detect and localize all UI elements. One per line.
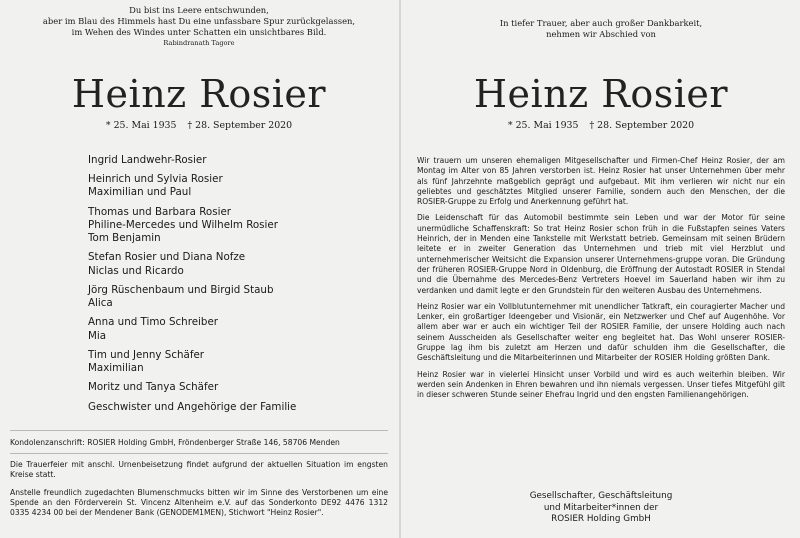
- column-divider: [399, 0, 401, 538]
- donation-notice: Anstelle freundlich zugedachten Blumenschmucks bitten wir im Sinne des Verstorbenen um eine Spende an den Förderverein St. Vincenz Altenheim e.V. auf das Sonderkonto DE92 4476 1312 0335 4234 00 bei der Mendener Bank (GENODEM1MEN), Stichwort "Heinz Rosier".: [10, 488, 388, 518]
- mourner-group: [88, 251, 388, 277]
- mourner-name: Heinrich und Sylvia Rosier: [88, 173, 223, 186]
- mourner-group: [88, 401, 388, 414]
- poem: [0, 5, 398, 48]
- mourner-name: Tom Benjamin: [88, 232, 161, 245]
- life-dates: [0, 120, 398, 132]
- mourner-name: Jörg Rüschenbaum und Birgid Staub: [88, 283, 274, 296]
- deceased-name: Heinz Rosier: [473, 72, 729, 116]
- paragraph: Heinz Rosier war ein Vollblutunternehmer mit unendlicher Tatkraft, ein couragierter Macher und Lenker, ein großartiger Ideengeber und Visionär, ein Netzwerker und Chef auf Augenhöhe. Vor allem aber war er auch ein wichtiger Teil der ROSIER Familie, der unsere Holding auch nach seinem Ausscheiden als Gesellschafter weiter eng begleitet hat. Das Wohl unserer ROSIER-Gruppe lag ihm bis zuletzt am Herzen und dafür schulden ihm die Gesellschafter, die Geschäftsleitung und die Mitarbeiterinnen und Mitarbeiter der ROSIER Holding größten Dank.: [417, 301, 785, 363]
- mourner-name: Philine-Mercedes und Wilhelm Rosier: [88, 218, 278, 231]
- mourner-name: Anna und Timo Schreiber: [88, 316, 219, 329]
- mourner-name: Thomas und Barbara Rosier: [88, 205, 232, 218]
- poem-line: im Wehen des Windes unter Schatten ein unsichtbares Bild.: [71, 27, 327, 38]
- paragraph: Die Leidenschaft für das Automobil bestimmte sein Leben und war der Motor für seine unermüdliche Schaffenskraft: So trat Heinz Rosier schon früh in die Fußstapfen seines Vaters Heinrich, der in Menden eine Tankstelle mit Werkstatt betrieb. Gemeinsam mit seinen Brüdern leitete er in zweiter Generation das Unternehmen und trieb mit viel Herzblut und unternehmerischer Weitsicht die Expansion unserer Unternehmens-gruppe voran. Die Gründung der früheren ROSIER-Gruppe Nord in Oldenburg, die Eröffnung der Autostadt ROSIER in Stendal und die Übernahme des Mercedes-Benz Vertreters Hoevel im Sauerland haben wir ihm zu verdanken und damit legte er den Grundstein für den weiteren Ausbau des Unternehmens.: [417, 213, 785, 295]
- mourner-group: [88, 154, 388, 167]
- mourner-group: [88, 316, 388, 342]
- company-obituary: [402, 0, 800, 538]
- funeral-notice: Die Trauerfeier mit anschl. Urnenbeisetzung findet aufgrund der aktuellen Situation im engsten Kreise statt.: [10, 460, 388, 480]
- birth-date: * 25. Mai 1935: [507, 120, 579, 131]
- mourner-name: Geschwister und Angehörige der Familie: [88, 400, 297, 413]
- signature-line: und Mitarbeiter*innen der: [543, 502, 659, 513]
- mourner-name: Maximilian: [88, 362, 144, 374]
- death-date: † 28. September 2020: [187, 120, 293, 131]
- condolence-address: Kondolenzanschrift: ROSIER Holding GmbH, Fröndenberger Straße 146, 58706 Menden: [10, 438, 340, 447]
- paragraph: Wir trauern um unseren ehemaligen Mitgesellschafter und Firmen-Chef Heinz Rosier, der am Montag im Alter von 85 Jahren verstorben ist. Heinz Rosier hat unser Unternehmen über mehr als fünf Jahrzehnte maßgeblich geprägt und aufgebaut. Mit ihm verlieren wir nicht nur ein geliebtes und geschätztes Mitglied unserer Familie, sondern auch den Menschen, der die ROSIER-Gruppe zu Erfolg und Anerkennung geführt hat.: [417, 156, 785, 207]
- mourner-name: Alica: [88, 297, 113, 310]
- birth-date: * 25. Mai 1935: [105, 120, 177, 131]
- deceased-name: Heinz Rosier: [71, 72, 327, 116]
- mourner-name: Ingrid Landwehr-Rosier: [88, 154, 207, 166]
- life-dates: [402, 120, 800, 132]
- poem-line: Du bist ins Leere entschwunden,: [129, 5, 269, 15]
- signature-block: [402, 491, 800, 526]
- mourner-name: Maximilian und Paul: [88, 186, 192, 199]
- mourner-group: [88, 349, 388, 375]
- mourner-name: Tim und Jenny Schäfer: [88, 348, 205, 361]
- mourner-name: Moritz und Tanya Schäfer: [88, 381, 219, 394]
- mourner-name: Stefan Rosier und Diana Nofze: [88, 251, 246, 264]
- poem-author: Rabindranath Tagore: [163, 38, 235, 47]
- mourner-group: [88, 173, 388, 199]
- signature-line: Gesellschafter, Geschäftsleitung: [529, 491, 673, 501]
- mourners-list: [88, 154, 388, 420]
- mourner-group: [88, 284, 388, 310]
- intro-line: In tiefer Trauer, aber auch großer Dankbarkeit,: [499, 18, 703, 28]
- mourner-name: Mia: [88, 329, 107, 342]
- intro-text: [402, 18, 800, 40]
- poem-line: aber im Blau des Himmels hast Du eine unfassbare Spur zurückgelassen,: [42, 16, 356, 27]
- obituary-text: [417, 156, 785, 407]
- mourner-group: [88, 381, 388, 394]
- divider-line: [10, 453, 388, 454]
- mourner-name: Niclas und Ricardo: [88, 264, 184, 277]
- death-date: † 28. September 2020: [589, 120, 695, 131]
- intro-line: nehmen wir Abschied von: [546, 29, 656, 40]
- mourner-group: [88, 206, 388, 245]
- paragraph: Heinz Rosier war in vielerlei Hinsicht unser Vorbild und wird es auch weiterhin bleiben. Wir werden sein Andenken in Ehren bewahren und ihn niemals vergessen. Unser tiefes Mitgefühl gilt in dieser schweren Stunde seiner Ehefrau Ingrid und den engsten Familienangehörigen.: [417, 369, 785, 400]
- divider-line: [10, 430, 388, 431]
- family-obituary: [0, 0, 398, 538]
- signature-line: ROSIER Holding GmbH: [551, 514, 651, 525]
